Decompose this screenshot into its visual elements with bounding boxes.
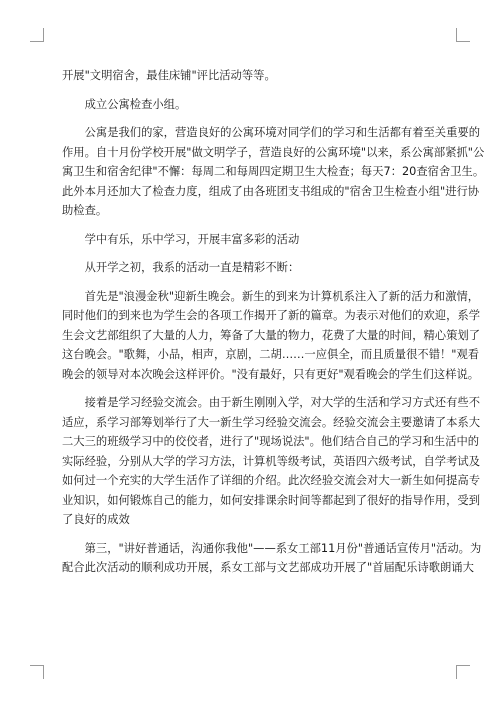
paragraph-spacing xyxy=(62,384,438,393)
paragraph-spacing xyxy=(62,278,438,287)
text-line: 开展"文明宿舍，最佳床铺"评比活动等等。 xyxy=(62,69,276,82)
paragraph-spacing xyxy=(62,530,438,539)
paragraph xyxy=(62,393,480,530)
text-line: 实际经验，分别从大学的学习方法，计算机等级考试，英语四六级考试，自学考试及 xyxy=(62,454,480,468)
text-line: 助检查。 xyxy=(62,204,108,217)
paragraph xyxy=(62,539,482,578)
text-line: 配合此次活动的顺利成功开展，系女工部与文艺部成功开展了"首届配乐诗歌朗诵大 xyxy=(62,561,474,574)
text-line: 学中有乐，乐中学习，开展丰富多彩的活动 xyxy=(62,232,300,246)
paragraph xyxy=(62,230,438,250)
text-line: 公寓是我们的家，营造良好的公寓环境对同学们的学习和生活都有着至关重要的 xyxy=(62,126,480,139)
crop-mark-top-left xyxy=(30,28,44,42)
paragraph-spacing xyxy=(62,221,438,230)
text-line: 生会文艺部组织了大量的人力，筹备了大量的物力，花费了大量的时间，精心策划了 xyxy=(62,328,480,342)
text-line: 成立公寓检查小组。 xyxy=(62,97,187,111)
paragraph-spacing xyxy=(62,249,438,258)
document-body xyxy=(62,66,485,578)
text-line: 同时他们的到来也为学生会的各项工作揭开了新的篇章。为表示对他们的欢迎，系学 xyxy=(62,309,480,322)
crop-mark-bottom-right xyxy=(456,665,470,679)
text-line: 如何过一个充实的大学生活作了详细的介绍。此次经验交流会对大一新生如何提高专 xyxy=(62,474,480,487)
text-line: 此外本月还加大了检查力度，组成了由各班团支书组成的"宿舍卫生检查小组"进行协 xyxy=(62,184,480,198)
paragraph xyxy=(62,66,438,86)
text-line: 适应，系学习部筹划举行了大一新生学习经验交流会。经验交流会主要邀请了本系大 xyxy=(62,415,480,429)
text-line: 这台晚会。"歌舞，小品，相声，京剧，二胡……一应俱全，而且质量很不错！"观看 xyxy=(62,348,480,361)
paragraph xyxy=(62,95,438,115)
paragraph-spacing xyxy=(62,114,438,123)
text-line: 从开学之初，我系的活动一直是精彩不断： xyxy=(62,261,300,274)
text-line: 寓卫生和宿舍纪律"不懈：每周二和每周四定期卫生大检查；每天7：20查宿舍卫生。 xyxy=(62,165,485,178)
text-line: 作用。自十月份学校开展"做文明学子，营造良好的公寓环境"以来，系公寓部紧抓"公 xyxy=(62,145,485,159)
text-line: 第三，"讲好普通话，沟通你我他"——系女工部11月份"普通话宣传月"活动。为 xyxy=(62,541,482,555)
text-line: 业知识，如何锻炼自己的能力，如何安排课余时间等都起到了很好的指导作用，受到 xyxy=(62,493,480,507)
paragraph xyxy=(62,258,438,278)
text-line: 了良好的成效 xyxy=(62,513,130,526)
crop-mark-top-right xyxy=(456,28,470,42)
text-line: 晚会的领导对本次晚会这样评价。"没有最好，只有更好"观看晚会的学生们这样说。 xyxy=(62,367,480,381)
text-line: 接着是学习经验交流会。由于新生刚刚入学，对大学的生活和学习方式还有些不 xyxy=(62,396,480,409)
paragraph xyxy=(62,287,480,385)
paragraph xyxy=(62,123,485,221)
crop-mark-bottom-left xyxy=(30,665,44,679)
text-line: 首先是"浪漫金秋"迎新生晚会。新生的到来为计算机系注入了新的活力和激情， xyxy=(62,289,480,303)
paragraph-spacing xyxy=(62,86,438,95)
text-line: 二大三的班级学习中的佼佼者，进行了"现场说法"。他们结合自己的学习和生活中的 xyxy=(62,435,480,448)
